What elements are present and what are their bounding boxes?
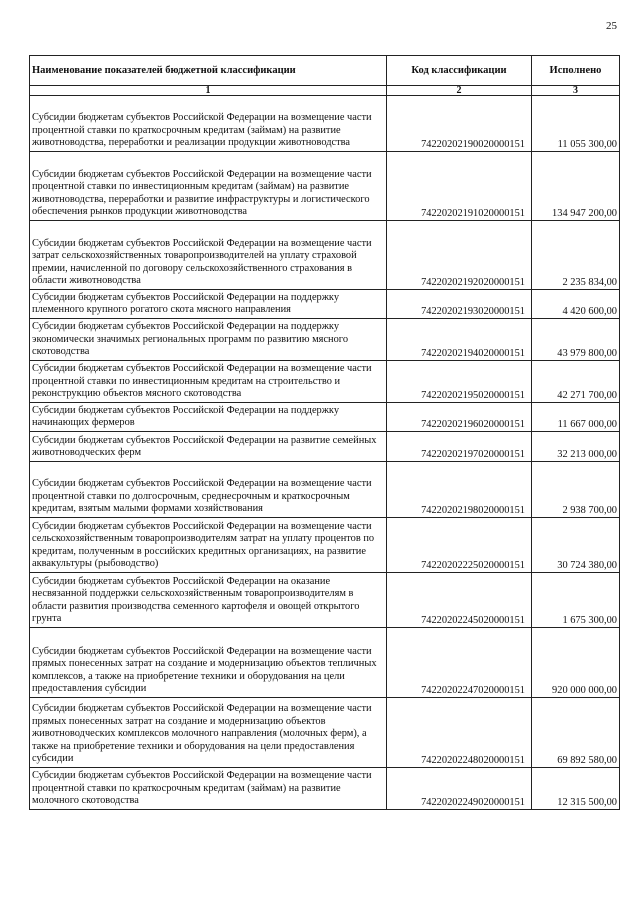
table-row: [30, 96, 620, 152]
row-name: Субсидии бюджетам субъектов Российской Федерации на поддержку племенного крупного рогатого скота мясного направления: [30, 290, 387, 319]
row-amount: 43 979 800,00: [532, 319, 620, 361]
column-number: 3: [532, 86, 620, 96]
row-code: 74220202248020000151: [387, 698, 532, 768]
table-row: [30, 698, 620, 768]
table-row: [30, 432, 620, 462]
row-code: 74220202191020000151: [387, 152, 532, 221]
table-row: [30, 221, 620, 290]
row-amount: 1 675 300,00: [532, 573, 620, 628]
row-code: 74220202198020000151: [387, 462, 532, 518]
table-row: [30, 403, 620, 432]
row-code: 74220202225020000151: [387, 518, 532, 573]
row-amount: 42 271 700,00: [532, 361, 620, 403]
row-code: 74220202196020000151: [387, 403, 532, 432]
table-row: [30, 290, 620, 319]
row-code: 74220202245020000151: [387, 573, 532, 628]
row-name: Субсидии бюджетам субъектов Российской Федерации на возмещение части прямых понесенных затрат на создание и модернизацию объектов тепличных комплексов, а также на приобретение техники и оборудования на цели предоставления субсидии: [30, 628, 387, 698]
row-name: Субсидии бюджетам субъектов Российской Федерации на оказание несвязанной поддержки сельскохозяйственным товаропроизводителям в области развития производства семенного картофеля и овощей открытого грунта: [30, 573, 387, 628]
row-amount: 134 947 200,00: [532, 152, 620, 221]
row-amount: 11 055 300,00: [532, 96, 620, 152]
row-amount: 69 892 580,00: [532, 698, 620, 768]
row-name: Субсидии бюджетам субъектов Российской Федерации на возмещение части процентной ставки по краткосрочным кредитам (займам) на развитие молочного скотоводства: [30, 768, 387, 810]
row-name: Субсидии бюджетам субъектов Российской Федерации на возмещение части сельскохозяйственным товаропроизводителям затрат на уплату процентов по кредитам, полученным в российских кредитных организациях, на развитие аквакультуры (рыбоводство): [30, 518, 387, 573]
row-name: Субсидии бюджетам субъектов Российской Федерации на возмещение части процентной ставки по долгосрочным, среднесрочным и краткосрочным кредитам, взятым малыми формами хозяйствования: [30, 462, 387, 518]
table-row: [30, 462, 620, 518]
header-code: Код классификации: [387, 56, 532, 86]
table-row: [30, 319, 620, 361]
row-code: 74220202249020000151: [387, 768, 532, 810]
row-amount: 30 724 380,00: [532, 518, 620, 573]
table-row: [30, 573, 620, 628]
table-header-row: [30, 56, 620, 86]
row-name: Субсидии бюджетам субъектов Российской Федерации на поддержку начинающих фермеров: [30, 403, 387, 432]
row-name: Субсидии бюджетам субъектов Российской Федерации на возмещение части процентной ставки по инвестиционным кредитам на строительство и реконструкцию объектов мясного скотоводства: [30, 361, 387, 403]
table-row: [30, 768, 620, 810]
row-name: Субсидии бюджетам субъектов Российской Федерации на возмещение части затрат сельскохозяйственных товаропроизводителей на уплату страховой премии, начисленной по договору сельскохозяйственного страхования в области животноводства: [30, 221, 387, 290]
table-row: [30, 628, 620, 698]
row-code: 74220202192020000151: [387, 221, 532, 290]
column-number: 2: [387, 86, 532, 96]
row-code: 74220202195020000151: [387, 361, 532, 403]
row-name: Субсидии бюджетам субъектов Российской Федерации на развитие семейных животноводческих ферм: [30, 432, 387, 462]
row-code: 74220202193020000151: [387, 290, 532, 319]
row-amount: 11 667 000,00: [532, 403, 620, 432]
table-row: [30, 518, 620, 573]
row-amount: 2 938 700,00: [532, 462, 620, 518]
row-amount: 920 000 000,00: [532, 628, 620, 698]
row-amount: 2 235 834,00: [532, 221, 620, 290]
row-code: 74220202190020000151: [387, 96, 532, 152]
column-number: 1: [30, 86, 387, 96]
row-amount: 4 420 600,00: [532, 290, 620, 319]
table-row: [30, 152, 620, 221]
budget-classification-table: [29, 55, 620, 810]
table-row: [30, 361, 620, 403]
header-name: Наименование показателей бюджетной классификации: [30, 56, 387, 86]
row-name: Субсидии бюджетам субъектов Российской Федерации на поддержку экономически значимых региональных программ по развитию мясного скотоводства: [30, 319, 387, 361]
row-name: Субсидии бюджетам субъектов Российской Федерации на возмещение части процентной ставки по инвестиционным кредитам (займам) на развитие животноводства, переработки и развитие инфраструктуры и логистического обеспечения рынков продукции животноводства: [30, 152, 387, 221]
row-code: 74220202247020000151: [387, 628, 532, 698]
row-code: 74220202194020000151: [387, 319, 532, 361]
header-executed: Исполнено: [532, 56, 620, 86]
page-number: 25: [606, 20, 617, 32]
row-name: Субсидии бюджетам субъектов Российской Федерации на возмещение части прямых понесенных затрат на создание и модернизацию объектов животноводческих комплексов молочного направления (молочных ферм), а также на приобретение техники и оборудования на цели предоставления субсидии: [30, 698, 387, 768]
column-number-row: [30, 86, 620, 96]
row-name: Субсидии бюджетам субъектов Российской Федерации на возмещение части процентной ставки по краткосрочным кредитам (займам) на развитие животноводства, переработки и реализации продукции животноводства: [30, 96, 387, 152]
row-amount: 32 213 000,00: [532, 432, 620, 462]
row-code: 74220202197020000151: [387, 432, 532, 462]
row-amount: 12 315 500,00: [532, 768, 620, 810]
